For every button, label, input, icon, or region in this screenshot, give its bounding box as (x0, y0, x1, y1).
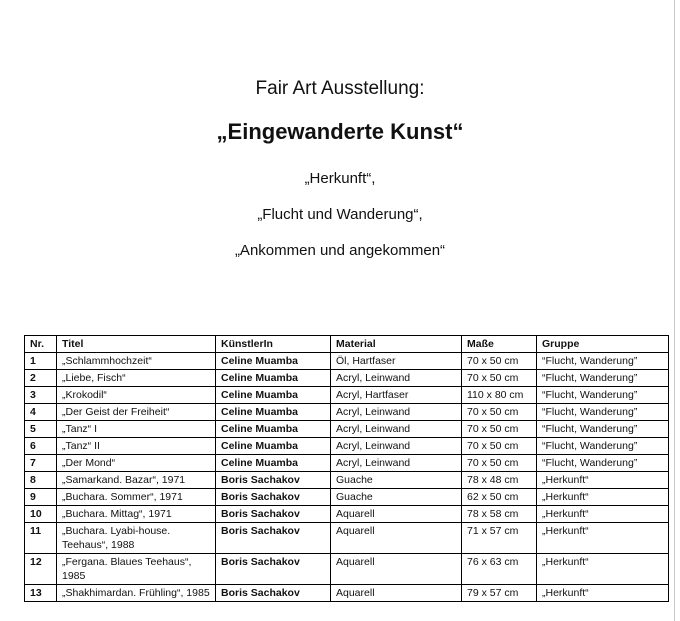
col-header-nr: Nr. (25, 336, 57, 353)
cell-size: 70 x 50 cm (462, 404, 537, 421)
cell-material: Acryl, Hartfaser (331, 387, 462, 404)
cell-size: 76 x 63 cm (462, 554, 537, 585)
cell-nr: 11 (25, 523, 57, 554)
cell-title: „Shakhimardan. Frühling“, 1985 (57, 585, 216, 602)
cell-size: 78 x 48 cm (462, 472, 537, 489)
cell-title: „Tanz“ I (57, 421, 216, 438)
cell-artist: Celine Muamba (216, 455, 331, 472)
cell-nr: 13 (25, 585, 57, 602)
table-row (25, 554, 669, 585)
cell-material: Aquarell (331, 523, 462, 554)
table-row (25, 585, 669, 602)
col-header-group: Gruppe (537, 336, 669, 353)
cell-artist: Celine Muamba (216, 438, 331, 455)
cell-material: Aquarell (331, 554, 462, 585)
cell-artist: Boris Sachakov (216, 554, 331, 585)
cell-size: 70 x 50 cm (462, 455, 537, 472)
cell-title: „Krokodil“ (57, 387, 216, 404)
cell-title: „Samarkand. Bazar“, 1971 (57, 472, 216, 489)
cell-size: 70 x 50 cm (462, 438, 537, 455)
table-row (25, 370, 669, 387)
cell-group: “Flucht, Wanderung” (537, 455, 669, 472)
cell-material: Acryl, Leinwand (331, 404, 462, 421)
cell-size: 79 x 57 cm (462, 585, 537, 602)
cell-nr: 9 (25, 489, 57, 506)
cell-material: Acryl, Leinwand (331, 370, 462, 387)
cell-artist: Celine Muamba (216, 387, 331, 404)
cell-nr: 4 (25, 404, 57, 421)
cell-nr: 10 (25, 506, 57, 523)
cell-group: „Herkunft“ (537, 523, 669, 554)
cell-artist: Boris Sachakov (216, 523, 331, 554)
cell-size: 78 x 58 cm (462, 506, 537, 523)
cell-title: „Der Mond“ (57, 455, 216, 472)
cell-title: „Fergana. Blaues Teehaus“, 1985 (57, 554, 216, 585)
artwork-table (24, 335, 669, 602)
cell-nr: 2 (25, 370, 57, 387)
cell-group: “Flucht, Wanderung” (537, 370, 669, 387)
cell-group: „Herkunft“ (537, 506, 669, 523)
cell-group: „Herkunft“ (537, 489, 669, 506)
exhibition-title: „Eingewanderte Kunst“ (216, 119, 464, 144)
cell-size: 70 x 50 cm (462, 421, 537, 438)
cell-title: „Buchara. Sommer“, 1971 (57, 489, 216, 506)
cell-material: Acryl, Leinwand (331, 455, 462, 472)
cell-group: “Flucht, Wanderung” (537, 353, 669, 370)
col-header-size: Maße (462, 336, 537, 353)
cell-size: 70 x 50 cm (462, 370, 537, 387)
cell-artist: Celine Muamba (216, 353, 331, 370)
table-row (25, 506, 669, 523)
cell-title: „Buchara. Mittag“, 1971 (57, 506, 216, 523)
cell-material: Aquarell (331, 585, 462, 602)
cell-title: „Buchara. Lyabi-house. Teehaus“, 1988 (57, 523, 216, 554)
cell-nr: 3 (25, 387, 57, 404)
cell-nr: 8 (25, 472, 57, 489)
table-row (25, 404, 669, 421)
cell-title: „Tanz“ II (57, 438, 216, 455)
cell-nr: 6 (25, 438, 57, 455)
cell-material: Acryl, Leinwand (331, 438, 462, 455)
cell-artist: Boris Sachakov (216, 472, 331, 489)
cell-title: „Der Geist der Freiheit“ (57, 404, 216, 421)
table-row (25, 472, 669, 489)
cell-group: „Herkunft“ (537, 585, 669, 602)
cell-title: „Schlammhochzeit“ (57, 353, 216, 370)
cell-artist: Boris Sachakov (216, 506, 331, 523)
cell-nr: 1 (25, 353, 57, 370)
cell-material: Aquarell (331, 506, 462, 523)
cell-nr: 12 (25, 554, 57, 585)
cell-nr: 7 (25, 455, 57, 472)
cell-group: “Flucht, Wanderung” (537, 404, 669, 421)
theme-arrival: „Ankommen und angekommen“ (234, 242, 446, 259)
exhibition-label: Fair Art Ausstellung: (255, 78, 425, 99)
theme-origin: „Herkunft“, (304, 170, 376, 187)
cell-nr: 5 (25, 421, 57, 438)
cell-material: Guache (331, 472, 462, 489)
col-header-material: Material (331, 336, 462, 353)
cell-title: „Liebe, Fisch“ (57, 370, 216, 387)
col-header-artist: KünstlerIn (216, 336, 331, 353)
table-row (25, 489, 669, 506)
table-row (25, 353, 669, 370)
cell-size: 110 x 80 cm (462, 387, 537, 404)
cell-size: 71 x 57 cm (462, 523, 537, 554)
theme-flight: „Flucht und Wanderung“, (257, 206, 423, 223)
table-row (25, 438, 669, 455)
cell-artist: Boris Sachakov (216, 489, 331, 506)
cell-material: Öl, Hartfaser (331, 353, 462, 370)
table-row (25, 523, 669, 554)
col-header-title: Titel (57, 336, 216, 353)
table-row (25, 455, 669, 472)
table-row (25, 387, 669, 404)
cell-size: 70 x 50 cm (462, 353, 537, 370)
cell-material: Acryl, Leinwand (331, 421, 462, 438)
cell-group: „Herkunft“ (537, 554, 669, 585)
cell-group: “Flucht, Wanderung” (537, 387, 669, 404)
cell-artist: Boris Sachakov (216, 585, 331, 602)
cell-group: „Herkunft“ (537, 472, 669, 489)
cell-artist: Celine Muamba (216, 421, 331, 438)
table-header-row (25, 336, 669, 353)
cell-artist: Celine Muamba (216, 404, 331, 421)
cell-artist: Celine Muamba (216, 370, 331, 387)
table-row (25, 421, 669, 438)
cell-group: “Flucht, Wanderung” (537, 438, 669, 455)
cell-material: Guache (331, 489, 462, 506)
cell-group: “Flucht, Wanderung” (537, 421, 669, 438)
cell-size: 62 x 50 cm (462, 489, 537, 506)
